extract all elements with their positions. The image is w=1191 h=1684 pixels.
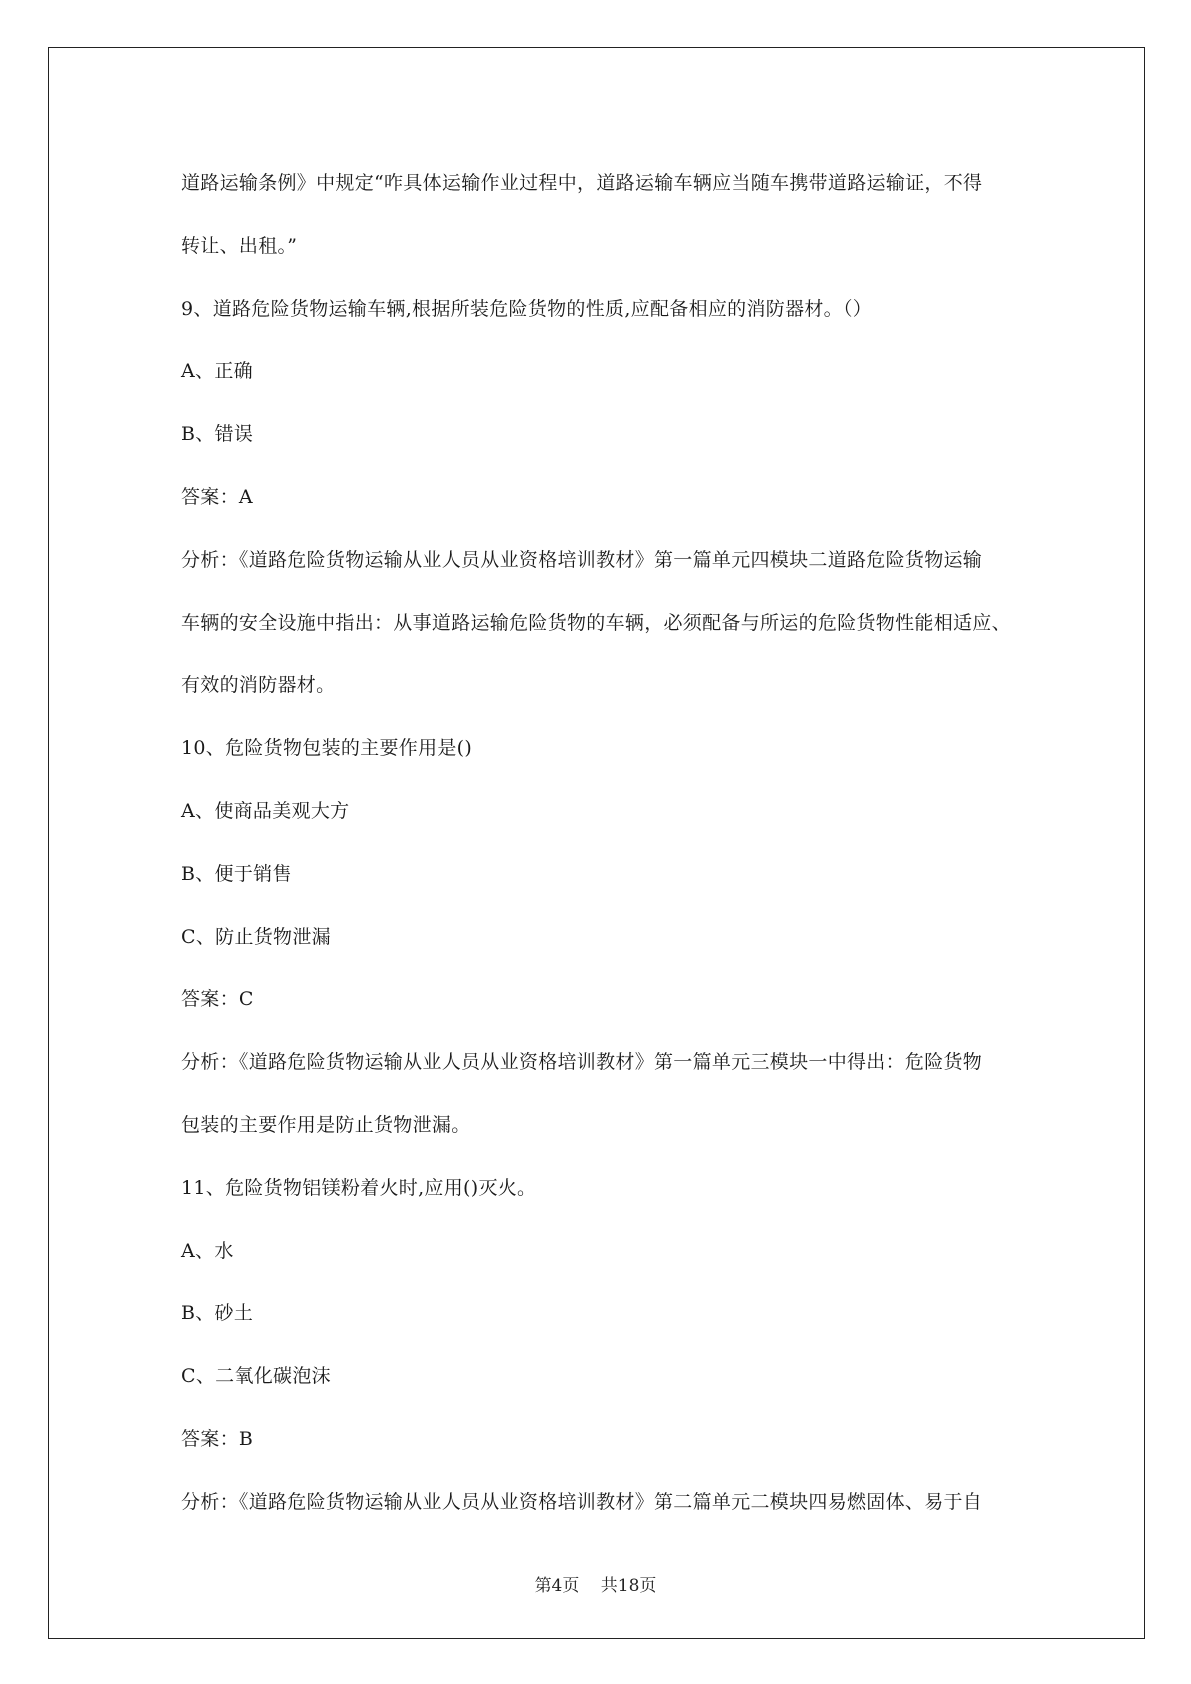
question-9: 9、道路危险货物运输车辆,根据所装危险货物的性质,应配备相应的消防器材。（）: [181, 297, 873, 320]
answer: 答案：C: [181, 988, 254, 1011]
answer: 答案：A: [181, 485, 253, 508]
analysis: 分析：《道路危险货物运输从业人员从业资格培训教材》第一篇单元三模块一中得出：危险货物: [181, 1051, 983, 1074]
analysis: 包装的主要作用是防止货物泄漏。: [181, 1113, 471, 1136]
question-10: 10、危险货物包装的主要作用是(): [181, 737, 473, 760]
option-a: A、使商品美观大方: [181, 799, 350, 822]
question-11: 11、危险货物铝镁粉着火时,应用()灭火。: [181, 1176, 537, 1199]
option-b: B、便于销售: [181, 862, 292, 885]
page-total: 共18页: [600, 1576, 657, 1596]
page-footer: [0, 1571, 1191, 1596]
answer: 答案：B: [181, 1427, 254, 1450]
page-number: 第4页: [534, 1576, 580, 1596]
option-c: C、防止货物泄漏: [181, 925, 331, 948]
analysis: 有效的消防器材。: [181, 674, 336, 697]
option-b: B、错误: [181, 423, 254, 446]
option-a: A、正确: [181, 360, 253, 383]
text-line: 转让、出租。”: [181, 234, 298, 257]
analysis: 车辆的安全设施中指出：从事道路运输危险货物的车辆，必须配备与所运的危险货物性能相适应、: [181, 611, 1011, 634]
option-a: A、水: [181, 1239, 234, 1262]
text-line: 道路运输条例》中规定“咋具体运输作业过程中，道路运输车辆应当随车携带道路运输证，不得: [181, 172, 983, 194]
option-b: B、砂土: [181, 1302, 254, 1325]
document-body: [181, 152, 1021, 1534]
analysis: 分析：《道路危险货物运输从业人员从业资格培训教材》第二篇单元二模块四易燃固体、易于自: [181, 1490, 983, 1513]
option-c: C、二氧化碳泡沫: [181, 1365, 331, 1388]
analysis: 分析：《道路危险货物运输从业人员从业资格培训教材》第一篇单元四模块二道路危险货物运输: [181, 548, 983, 571]
